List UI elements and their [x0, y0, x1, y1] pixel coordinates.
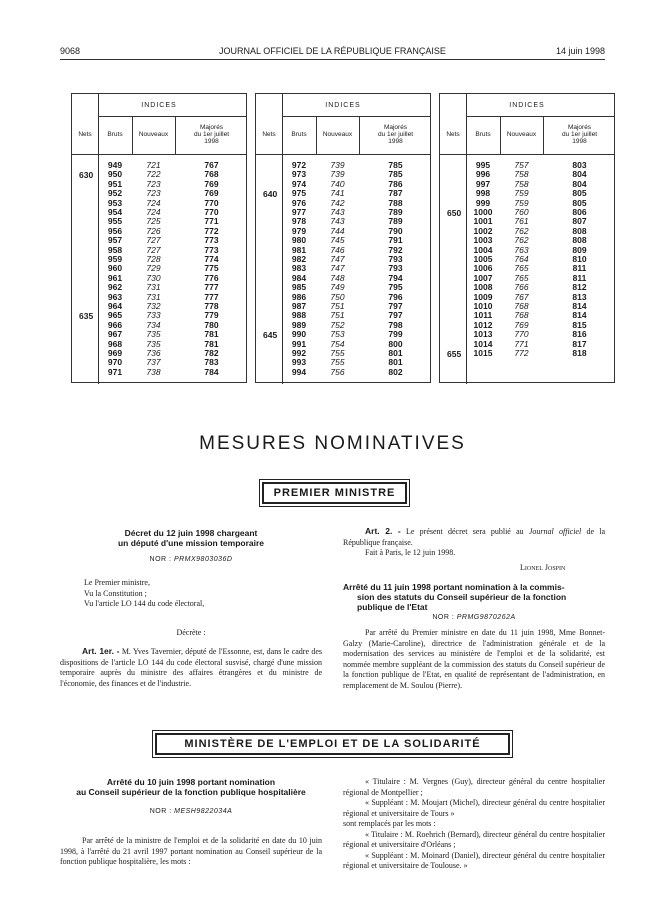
nouveau-value: 736 [146, 348, 161, 358]
table-rule [466, 116, 614, 117]
brut-value: 1006 [473, 263, 493, 274]
brut-value: 1014 [473, 338, 493, 349]
nouveau-value: 759 [514, 197, 529, 208]
brut-value: 1008 [473, 282, 493, 293]
nouveau-value: 765 [514, 272, 529, 283]
nouveau-value: 755 [330, 348, 345, 358]
majore-value: 799 [388, 329, 403, 340]
column-header: Majorés du 1er juillet 1998 [377, 124, 414, 145]
brut-value: 1012 [473, 319, 493, 330]
net-value: 655 [447, 349, 462, 359]
net-value: 640 [263, 189, 278, 200]
nouveau-value: 737 [146, 357, 161, 368]
nouveau-value: 733 [146, 310, 161, 321]
arrete-title-line: sion des statuts du Conseil supérieur de la fonction [357, 592, 567, 602]
decret-title [60, 528, 322, 548]
majore-value: 814 [572, 310, 587, 321]
majore-value: 785 [388, 160, 403, 170]
brut-value: 952 [107, 188, 123, 199]
nor-value: MESH9822034A [174, 808, 233, 815]
article-2-text: de la République française. [343, 527, 606, 547]
decret-title-line: un député d'une mission temporaire [117, 538, 265, 548]
signature: Lionel Jospin [520, 563, 566, 572]
nouveau-value: 761 [514, 216, 529, 227]
majore-value: 808 [572, 235, 587, 246]
majore-value: 789 [388, 216, 403, 227]
brut-value: 990 [291, 329, 307, 340]
majore-value: 808 [572, 225, 587, 236]
nouveau-value: 745 [330, 235, 345, 246]
column-header: Nets [446, 131, 460, 138]
brut-value: 973 [291, 169, 307, 180]
column-header: Nouveaux [138, 131, 169, 138]
arrete-nor [343, 614, 605, 621]
brut-value: 991 [291, 338, 307, 349]
nouveau-value: 763 [514, 244, 529, 255]
nouveau-value: 735 [146, 338, 161, 349]
majore-value: 801 [388, 348, 403, 358]
text-paragraph: « Suppléant : M. Moinard (Daniel), directeur général du centre hospitalier régional et universitaire de Toulouse. » [343, 850, 605, 870]
nouveau-value: 758 [514, 169, 529, 180]
nouveau-value: 748 [330, 272, 345, 283]
article-1-text: M. Yves Tavernier, député de l'Essonne, est, dans le cadre des dispositions de l'article LO 144 du code électoral susvisé, chargé d'une mission temporaire auprès du ministre des affaires étrangères et du ministre de l'économie, des finances et de l'industrie. [60, 647, 323, 688]
majore-value: 806 [572, 207, 587, 217]
fait-a-paris: Fait à Paris, le 12 juin 1998. [365, 548, 456, 557]
majore-value: 769 [204, 188, 219, 199]
text-paragraph: sont remplacés par les mots : [343, 819, 436, 828]
decret-nor [60, 556, 322, 563]
majore-value: 772 [204, 225, 219, 236]
brut-value: 1005 [473, 254, 493, 264]
nouveau-value: 724 [146, 197, 161, 208]
indices-table [439, 93, 615, 383]
majore-value: 768 [204, 169, 219, 180]
majore-value: 781 [204, 329, 219, 340]
nor-value: PRMG9870262A [456, 614, 516, 621]
brut-value: 997 [475, 178, 491, 189]
nouveau-value: 766 [514, 282, 529, 293]
net-value: 650 [447, 208, 462, 218]
net-value: 630 [79, 170, 94, 181]
nouveau-value: 742 [330, 197, 345, 208]
brut-value: 1004 [473, 244, 493, 255]
nouveau-value: 762 [514, 225, 529, 236]
majore-value: 811 [572, 263, 587, 274]
indices-table [71, 93, 247, 383]
article-1 [60, 646, 322, 689]
nouveau-value: 726 [146, 225, 161, 236]
arrete-11-juin-text: Par arrêté du Premier ministre en date du 11 juin 1998, Mme Bonnet-Galzy (Marie-Caroline), directrice de l'administration générale et de la modernisation des services au ministère de l'emploi et de la solidarité, est nommée membre suppléant de la commission des statuts du Conseil supérieur de la fonction publique de l'Etat, en qualité de représentant de l'administration, en remplacement de M. Soulou (Pierre). [343, 628, 605, 690]
nouveau-value: 754 [330, 338, 345, 349]
visa-line: Vu l'article LO 144 du code électoral, [84, 599, 205, 608]
majore-value: 801 [388, 357, 403, 368]
majore-value: 793 [388, 254, 403, 264]
majore-value: 795 [388, 282, 403, 293]
brut-value: 970 [107, 357, 123, 368]
brut-value: 992 [291, 348, 307, 358]
nouveau-value: 738 [146, 366, 161, 377]
column-header: Bruts [291, 131, 307, 138]
nouveau-value: 740 [330, 178, 345, 189]
majore-value: 792 [388, 244, 403, 255]
brut-value: 966 [107, 319, 123, 330]
article-2-label: Art. 2. - [365, 526, 401, 536]
brut-value: 959 [107, 254, 123, 264]
majore-value: 773 [204, 235, 219, 246]
brut-value: 1015 [473, 348, 493, 358]
nouveau-value: 743 [330, 207, 345, 217]
nouveau-value: 723 [146, 178, 161, 189]
brut-value: 965 [107, 310, 123, 321]
decret-visas [84, 578, 324, 610]
nouveau-value: 757 [514, 160, 529, 170]
brut-value: 1001 [473, 216, 493, 227]
majore-value: 796 [388, 291, 403, 302]
issue-date: 14 juin 1998 [555, 46, 605, 56]
brut-value: 964 [107, 301, 123, 311]
section-title: MESURES NOMINATIVES [199, 433, 466, 454]
decret-title-line: Décret du 12 juin 1998 chargeant [124, 528, 258, 538]
majore-value: 793 [388, 263, 403, 274]
ministere-emploi-box: MINISTÈRE DE L'EMPLOI ET DE LA SOLIDARITÉ [155, 733, 510, 755]
text-paragraph: « Suppléant : M. Moujart (Michel), directeur général du centre hospitalier régional et universitaire de Tours » [343, 798, 605, 818]
brut-value: 969 [107, 348, 123, 358]
brut-value: 1007 [473, 272, 493, 283]
nouveau-value: 759 [514, 188, 529, 199]
majore-value: 807 [572, 216, 587, 227]
visa-line: Le Premier ministre, [84, 578, 150, 587]
column-header: Bruts [107, 131, 123, 138]
brut-value: 972 [291, 160, 307, 170]
brut-value: 981 [291, 244, 307, 255]
nouveau-value: 751 [330, 310, 345, 321]
brut-value: 979 [291, 225, 307, 236]
nouveau-value: 735 [146, 329, 161, 340]
brut-value: 980 [291, 235, 307, 246]
majore-value: 777 [204, 291, 219, 302]
majore-value: 779 [204, 310, 219, 321]
arrete-title-line: publique de l'Etat [357, 602, 428, 612]
journal-title: JOURNAL OFFICIEL DE LA RÉPUBLIQUE FRANÇAISE [219, 46, 446, 56]
arrete-title-line: Arrêté du 11 juin 1998 portant nomination à la commis- [343, 582, 565, 592]
brut-value: 989 [291, 319, 307, 330]
nouveau-value: 722 [146, 169, 161, 180]
brut-value: 978 [291, 216, 307, 227]
brut-value: 985 [291, 282, 307, 293]
brut-value: 994 [291, 366, 307, 377]
arrete-10-juin-nor [60, 808, 322, 815]
column-header: Nets [262, 131, 276, 138]
majore-value: 774 [204, 254, 219, 264]
majore-value: 770 [204, 197, 219, 208]
brut-value: 977 [291, 207, 307, 217]
brut-value: 974 [291, 178, 307, 189]
brut-value: 975 [291, 188, 307, 199]
nouveau-value: 732 [146, 301, 161, 311]
brut-value: 982 [291, 254, 307, 264]
table-rule [98, 116, 246, 117]
indices-heading: INDICES [141, 102, 177, 109]
nor-label: NOR : [149, 808, 172, 815]
majore-value: 809 [572, 244, 587, 255]
nouveau-value: 762 [514, 235, 529, 246]
column-header: Nouveaux [322, 131, 353, 138]
majore-value: 773 [204, 244, 219, 255]
majore-value: 797 [388, 310, 403, 321]
majore-value: 786 [388, 178, 403, 189]
brut-value: 1013 [473, 329, 493, 340]
table-rule [282, 116, 430, 117]
majore-value: 804 [572, 169, 587, 180]
nouveau-value: 728 [146, 254, 161, 264]
nouveau-value: 734 [146, 319, 161, 330]
brut-value: 955 [107, 216, 123, 227]
brut-value: 988 [291, 310, 307, 321]
majore-value: 803 [572, 160, 587, 170]
brut-value: 986 [291, 291, 307, 302]
majore-value: 771 [204, 216, 219, 227]
nouveau-value: 753 [330, 329, 345, 340]
majore-value: 769 [204, 178, 219, 189]
indices-heading: INDICES [509, 102, 545, 109]
majore-value: 816 [572, 329, 587, 340]
brut-value: 950 [107, 169, 123, 180]
majore-value: 805 [572, 197, 587, 208]
column-header: Nouveaux [506, 131, 537, 138]
majore-value: 783 [204, 357, 219, 368]
nouveau-value: 749 [330, 282, 345, 293]
nouveau-value: 739 [330, 160, 345, 170]
majore-value: 780 [204, 319, 219, 330]
nouveau-value: 772 [514, 348, 529, 358]
nouveau-value: 747 [330, 254, 345, 264]
majore-value: 789 [388, 207, 403, 217]
brut-value: 962 [107, 282, 123, 293]
brut-value: 1002 [473, 225, 493, 236]
nor-label: NOR : [432, 614, 455, 621]
nouveau-value: 750 [330, 291, 345, 302]
majore-value: 775 [204, 263, 219, 274]
nouveau-value: 768 [514, 301, 529, 311]
brut-value: 983 [291, 263, 307, 274]
nouveau-value: 755 [330, 357, 345, 368]
brut-value: 963 [107, 291, 123, 302]
nouveau-value: 768 [514, 310, 529, 321]
net-value: 635 [79, 311, 94, 322]
nouveau-value: 764 [514, 254, 529, 264]
brut-value: 951 [107, 178, 123, 189]
indices-heading: INDICES [325, 102, 361, 109]
arrete-title-line: Arrêté du 10 juin 1998 portant nomination [106, 777, 276, 787]
majore-value: 805 [572, 188, 587, 199]
column-header: Nets [78, 131, 92, 138]
nouveau-value: 731 [146, 291, 161, 302]
brut-value: 1000 [473, 207, 493, 217]
majore-value: 813 [572, 291, 587, 302]
net-value: 645 [263, 330, 278, 341]
majore-value: 782 [204, 348, 219, 358]
column-header: Bruts [475, 131, 491, 138]
brut-value: 956 [107, 225, 123, 236]
majore-value: 800 [388, 338, 403, 349]
brut-value: 1003 [473, 235, 493, 246]
majore-value: 778 [204, 301, 219, 311]
nouveau-value: 756 [330, 366, 345, 377]
majore-value: 791 [388, 235, 403, 246]
nouveau-value: 746 [330, 244, 345, 255]
brut-value: 984 [291, 272, 307, 283]
majore-value: 785 [388, 169, 403, 180]
brut-value: 968 [107, 338, 123, 349]
majore-value: 797 [388, 301, 403, 311]
nouveau-value: 767 [514, 291, 529, 302]
majore-value: 798 [388, 319, 403, 330]
brut-value: 993 [291, 357, 307, 368]
nor-value: PRMX9803036D [173, 556, 233, 563]
nor-label: NOR : [149, 556, 172, 563]
majore-value: 777 [204, 282, 219, 293]
arrete-title-line: au Conseil supérieur de la fonction publique hospitalière [76, 787, 306, 797]
nouveau-value: 771 [514, 338, 529, 349]
indices-table [255, 93, 431, 383]
brut-value: 954 [107, 207, 123, 217]
majore-value: 818 [572, 348, 587, 358]
majore-value: 767 [204, 160, 219, 170]
majore-value: 810 [572, 254, 587, 264]
majore-value: 815 [572, 319, 587, 330]
nouveau-value: 747 [330, 263, 345, 274]
visa-line: Vu la Constitution ; [84, 588, 147, 598]
brut-value: 996 [475, 169, 491, 180]
nouveau-value: 729 [146, 263, 161, 274]
majore-value: 787 [388, 188, 403, 199]
brut-value: 949 [107, 160, 123, 170]
decrete: Décrète : [176, 628, 206, 637]
majore-value: 814 [572, 301, 587, 311]
majore-value: 817 [572, 338, 587, 349]
majore-value: 812 [572, 282, 587, 293]
brut-value: 961 [107, 272, 123, 283]
nouveau-value: 725 [146, 216, 161, 227]
brut-value: 1011 [473, 310, 493, 321]
column-header: Majorés du 1er juillet 1998 [193, 124, 230, 145]
article-1-label: Art. 1er. - [82, 646, 120, 656]
brut-value: 960 [107, 263, 123, 274]
nouveau-value: 769 [514, 319, 529, 330]
column-header: Majorés du 1er juillet 1998 [561, 124, 598, 145]
majore-value: 794 [388, 272, 403, 283]
nouveau-value: 751 [330, 301, 345, 311]
brut-value: 995 [475, 160, 491, 170]
nouveau-value: 744 [330, 225, 345, 236]
brut-value: 987 [291, 301, 307, 311]
arrete-10-juin-right [343, 777, 605, 872]
nouveau-value: 765 [514, 263, 529, 274]
nouveau-value: 741 [330, 188, 345, 199]
brut-value: 999 [475, 197, 491, 208]
majore-value: 788 [388, 197, 403, 208]
article-2-text: Le présent décret sera publié au [405, 527, 524, 536]
premier-ministre-box: PREMIER MINISTRE [262, 482, 407, 504]
arrete-10-juin-text: Par arrêté de la ministre de l'emploi et de la solidarité en date du 10 juin 1998, à l'arrêté du 21 avril 1997 portant nomination au Conseil supérieur de la fonction publique hospitalière, les mots : [60, 836, 322, 866]
page-number: 9068 [60, 46, 81, 56]
header-rule [60, 59, 605, 60]
brut-value: 1010 [473, 301, 493, 311]
brut-value: 967 [107, 329, 123, 340]
nouveau-value: 760 [514, 207, 529, 217]
nouveau-value: 731 [146, 282, 161, 293]
nouveau-value: 730 [146, 272, 161, 283]
journal-officiel-ref: Journal officiel [528, 527, 582, 536]
text-paragraph: « Titulaire : M. Roehrich (Bernard), directeur général du centre hospitalier régional et universitaire d'Orléans ; [343, 829, 605, 849]
nouveau-value: 743 [330, 216, 345, 227]
nouveau-value: 727 [146, 235, 161, 246]
nouveau-value: 727 [146, 244, 161, 255]
majore-value: 790 [388, 225, 403, 236]
majore-value: 776 [204, 272, 219, 283]
brut-value: 957 [107, 235, 123, 246]
nouveau-value: 739 [330, 169, 345, 180]
majore-value: 804 [572, 178, 587, 189]
majore-value: 770 [204, 207, 219, 217]
brut-value: 998 [475, 188, 491, 199]
arrete-10-juin-title [60, 777, 322, 797]
article-2 [343, 526, 605, 548]
majore-value: 784 [204, 366, 219, 377]
majore-value: 781 [204, 338, 219, 349]
nouveau-value: 724 [146, 207, 161, 217]
text-paragraph: « Titulaire : M. Vergnes (Guy), directeur général du centre hospitalier régional de Montpellier ; [343, 777, 605, 797]
nouveau-value: 723 [146, 188, 161, 199]
arrete-11-juin-title [343, 582, 605, 612]
nouveau-value: 758 [514, 178, 529, 189]
brut-value: 976 [291, 197, 307, 208]
majore-value: 802 [388, 366, 403, 377]
majore-value: 811 [572, 272, 587, 283]
nouveau-value: 721 [146, 160, 161, 170]
nouveau-value: 770 [514, 329, 529, 340]
brut-value: 953 [107, 197, 123, 208]
nouveau-value: 752 [330, 319, 345, 330]
brut-value: 958 [107, 244, 123, 255]
brut-value: 1009 [473, 291, 493, 302]
brut-value: 971 [107, 366, 123, 377]
